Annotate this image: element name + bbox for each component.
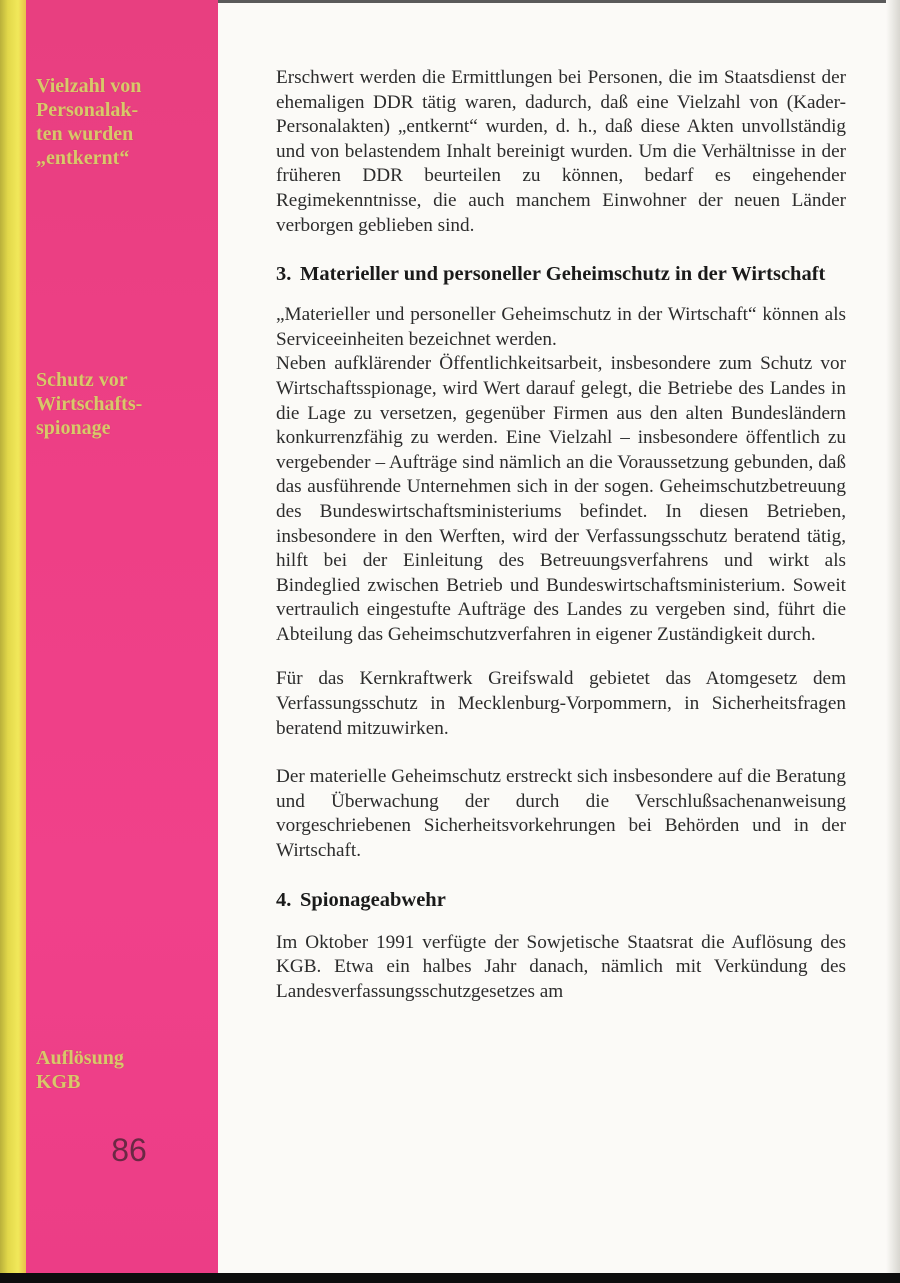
section-title: Spionageabwehr: [300, 888, 446, 911]
margin-note-line: Vielzahl von: [36, 75, 142, 97]
margin-note-line: Personalak-: [36, 99, 139, 121]
margin-note-line: spionage: [36, 417, 111, 439]
bottom-edge: [0, 1273, 900, 1283]
page-binding-edge: [0, 0, 26, 1283]
margin-note-personalakten: [36, 74, 206, 170]
section-heading-4: [276, 888, 846, 913]
margin-note-line: KGB: [36, 1071, 81, 1093]
margin-note-line: ten wurden: [36, 123, 134, 145]
paragraph: „Materieller und personeller Geheimschutz in der Wirtschaft“ können als Serviceeinheiten bezeichnet werden.: [276, 304, 846, 350]
section-title: Materieller und personeller Geheimschutz in der Wirtschaft: [300, 263, 826, 286]
top-edge: [218, 0, 900, 3]
right-page-edge: [886, 0, 900, 1273]
margin-note-wirtschaftsspionage: [36, 368, 206, 440]
section-number: 3.: [276, 263, 292, 286]
paragraph: Im Oktober 1991 verfügte der Sowjetische Staatsrat die Auflösung des KGB. Etwa ein halbes Jahr danach, nämlich mit Verkündung des Landesverfassungsschutzgesetzes am: [276, 931, 846, 1002]
section-heading-3: [276, 262, 846, 287]
margin-note-line: Auflösung: [36, 1047, 124, 1069]
margin-note-line: Wirtschafts-: [36, 393, 143, 415]
page-number: 86: [111, 1132, 147, 1168]
paragraph: Der materielle Geheimschutz erstreckt sich insbesondere auf die Beratung und Überwachung der durch die Verschlußsachenanweisung vorgeschriebenen Sicherheitsvorkehrungen bei Behörden und in der Wirtschaft.: [276, 766, 846, 862]
margin-note-line: „entkernt“: [36, 147, 130, 169]
main-text: [276, 66, 846, 1004]
paragraph: Für das Kernkraftwerk Greifswald gebietet das Atomgesetz dem Verfassungsschutz in Mecklenburg-Vorpommern, in Sicherheitsfragen beratend mitzuwirken.: [276, 668, 846, 739]
margin-note-line: Schutz vor: [36, 369, 128, 391]
paragraph: Neben aufklärender Öffentlichkeitsarbeit, insbesondere zum Schutz vor Wirtschaftsspionage, wird Wert darauf gelegt, die Betriebe des Landes in die Lage zu versetzen, gegenüber Firmen aus den alten Bundesländern konkurrenzfähig zu werden. Eine Vielzahl – insbesondere öffentlich zu vergebender – Aufträge sind nämlich an die Voraussetzung gebunden, daß das ausführende Unternehmen sich in der sogen. Geheimschutzbetreuung des Bundeswirtschaftsministeriums befindet. In diesen Betrieben, insbesondere in den Werften, wird der Verfassungsschutz beratend tätig, hilft bei der Einleitung des Betreuungsverfahrens und wirkt als Bindeglied zwischen Betrieb und Bundeswirtschaftsministerium. Soweit vertraulich eingestufte Aufträge des Landes zu vergeben sind, führt die Abteilung das Geheimschutzverfahren in eigener Zuständigkeit durch.: [276, 353, 846, 645]
section-number: 4.: [276, 888, 292, 911]
margin-note-kgb: [36, 1046, 206, 1094]
paragraph: Erschwert werden die Ermittlungen bei Personen, die im Staatsdienst der ehemaligen DDR tätig waren, dadurch, daß eine Vielzahl von (Kader-Personalakten) „entkernt“ wurden, d. h., daß diese Akten unvollständig und von belastendem Inhalt bereinigt wurden. Um die Verhältnisse in der früheren DDR beurteilen zu können, bedarf es eingehender Regimekenntnisse, die auch manchem Einwohner der neuen Länder verborgen geblieben sind.: [276, 67, 846, 236]
